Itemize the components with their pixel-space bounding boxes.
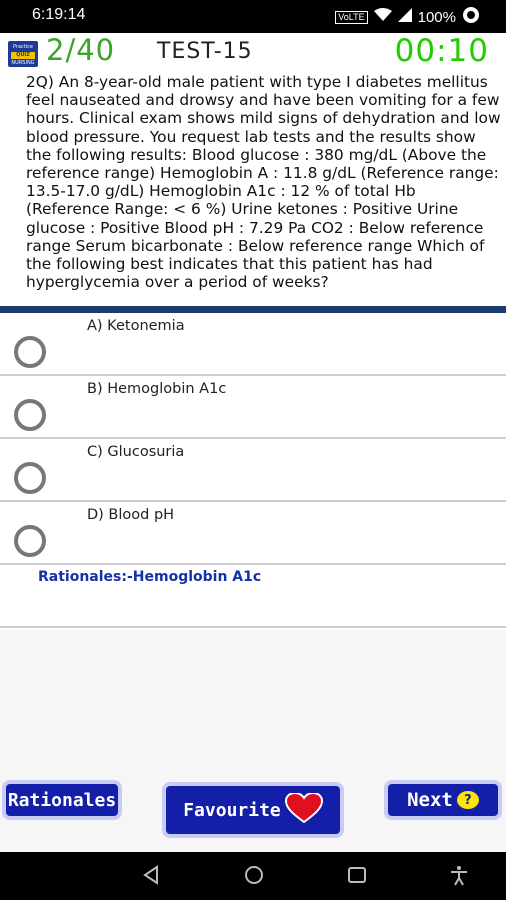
status-icons <box>335 6 480 28</box>
option-d[interactable] <box>0 502 506 565</box>
option-label: B) Hemoglobin A1c <box>87 381 227 397</box>
logo-text-1: Practice <box>13 44 33 50</box>
next-button[interactable] <box>384 780 502 820</box>
radio-button-d[interactable] <box>14 525 46 557</box>
battery-icon <box>462 6 480 28</box>
accessibility-icon[interactable] <box>448 864 470 890</box>
rationale-text: Rationales:-Hemoglobin A1c <box>38 569 262 585</box>
status-time: 6:19:14 <box>32 6 86 23</box>
wifi-icon <box>374 8 392 26</box>
radio-button-c[interactable] <box>14 462 46 494</box>
home-icon[interactable] <box>243 864 265 890</box>
signal-icon <box>398 8 412 26</box>
rationales-button-label: Rationales <box>7 789 117 811</box>
heart-icon <box>285 793 323 828</box>
option-label: A) Ketonemia <box>87 318 185 334</box>
option-label: C) Glucosuria <box>87 444 185 460</box>
logo-text-2: QUIZ <box>11 52 35 59</box>
status-bar <box>0 0 506 33</box>
option-b[interactable] <box>0 376 506 439</box>
radio-button-b[interactable] <box>14 399 46 431</box>
rationale-panel <box>0 565 506 628</box>
option-label: D) Blood pH <box>87 507 175 523</box>
recents-icon[interactable] <box>346 864 368 890</box>
option-c[interactable] <box>0 439 506 502</box>
quiz-header <box>0 33 506 73</box>
favourite-button[interactable] <box>162 782 344 838</box>
radio-button-a[interactable] <box>14 336 46 368</box>
favourite-button-label: Favourite <box>183 799 281 821</box>
quiz-timer: 00:10 <box>394 33 489 69</box>
question-counter: 2/40 <box>46 33 116 67</box>
app-logo <box>8 41 38 67</box>
help-icon: ? <box>457 791 479 809</box>
test-name: TEST-15 <box>157 39 253 64</box>
volte-badge: VoLTE <box>335 11 367 24</box>
question-text: 2Q) An 8-year-old male patient with type I diabetes mellitus feel nauseated and drowsy and have been vomiting for a few hours. Clinical exam shows mild signs of dehydration and low blood pressure. You request lab tests and the results show the following results: Blood glucose : 380 mg/dL (Above the reference range) Hemoglobin A : 11.8 g/dL (Reference range: 13.5-17.0 g/dL) Hemoglobin A1c : 12 % of total Hb (Reference Range: < 6 %) Urine ketones : Positive Urine glucose : Positive Blood pH : 7.29 Pa CO2 : Below reference range Serum bicarbonate : Below reference range Which of the following best indicates that this patient has had hyperglycemia over a period of weeks? <box>26 73 501 292</box>
battery-level: 100% <box>417 8 456 26</box>
question-divider <box>0 306 506 313</box>
rationales-button[interactable] <box>2 780 122 820</box>
logo-text-3: NURSING <box>11 60 35 66</box>
answer-options <box>0 313 506 565</box>
system-nav-bar <box>0 852 506 900</box>
option-a[interactable] <box>0 313 506 376</box>
back-icon[interactable] <box>140 864 162 890</box>
next-button-label: Next <box>407 789 453 811</box>
